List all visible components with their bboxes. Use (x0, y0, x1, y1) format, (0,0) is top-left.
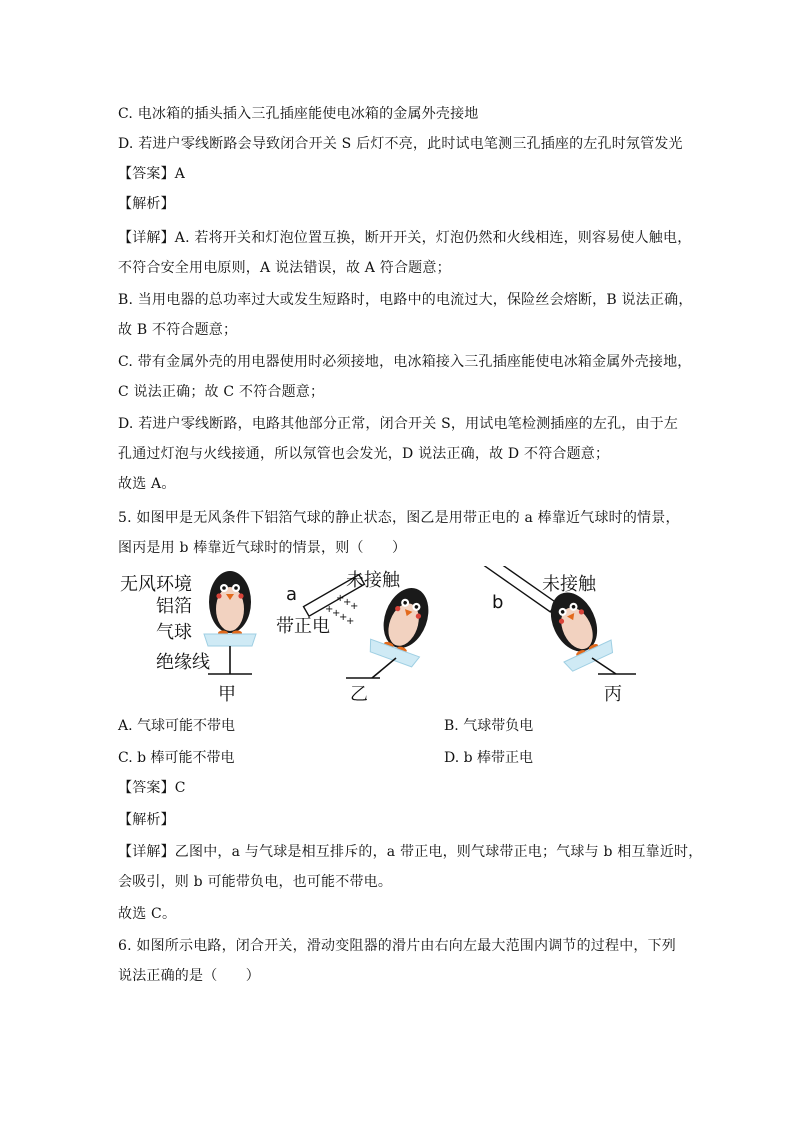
text-line: 故 B 不符合题意； (118, 322, 238, 338)
penguin-balloon-icon (204, 571, 256, 646)
question-6-line: 6. 如图所示电路，闭合开关，滑动变阻器的滑片由右向左最大范围内调节的过程中，下列 (118, 938, 677, 954)
panel-bing (485, 566, 636, 705)
svg-text:+: + (339, 612, 348, 623)
rod-a-label: a (286, 584, 298, 605)
rod-b-label: b (492, 592, 504, 613)
text-line: C 说法正确；故 C 不符合题意； (118, 384, 325, 400)
text-line: D. 若进户零线断路，电路其他部分正常，闭合开关 S，用试电笔检测插座的左孔，由于左 (118, 416, 679, 432)
wind-label: 无风环境 (120, 574, 192, 595)
text-line: 不符合安全用电原则，A 说法错误，故 A 符合题意； (118, 260, 451, 276)
balloon-label: 气球 (156, 622, 192, 643)
text-line: C. 带有金属外壳的用电器使用时必须接地，电冰箱接入三孔插座能使电冰箱金属外壳接地， (118, 354, 692, 370)
text-line: 孔通过灯泡与火线接通，所以氖管也会发光，D 说法正确，故 D 不符合题意； (118, 446, 610, 462)
svg-text:+: + (325, 604, 334, 615)
charged-label: 带正电 (276, 616, 330, 637)
text-line: 【详解】A. 若将开关和灯泡位置互换，断开开关，灯泡仍然和火线相连，则容易使人触电， (118, 230, 692, 246)
option-c: C. b 棒可能不带电 (118, 750, 235, 766)
balloon-figure-svg (110, 566, 670, 716)
caption-bing: 丙 (604, 684, 622, 705)
option-d: D. b 棒带正电 (444, 750, 534, 766)
penguin-balloon-icon (537, 583, 616, 673)
answer-label: 【答案】A (118, 166, 186, 182)
balloon-figure (110, 566, 670, 716)
text-line: 【详解】乙图中，a 与气球是相互排斥的，a 带正电，则气球带正电；气球与 b 相互靠近时， (118, 844, 703, 860)
insulator-label: 绝缘线 (156, 652, 210, 673)
svg-text:+: + (346, 616, 355, 627)
svg-text:+: + (343, 597, 352, 608)
notouch-label-yi: 未接触 (346, 570, 400, 591)
analysis-label: 【解析】 (118, 196, 175, 212)
caption-jia: 甲 (218, 684, 236, 705)
svg-text:+: + (350, 601, 359, 612)
text-line: B. 当用电器的总功率过大或发生短路时，电路中的电流过大，保险丝会熔断，B 说法正确， (118, 292, 693, 308)
answer-label: 【答案】C (118, 780, 186, 796)
caption-yi: 乙 (350, 684, 368, 705)
text-line: D. 若进户零线断路会导致闭合开关 S 后灯不亮，此时试电笔测三孔插座的左孔时氖管发光 (118, 136, 683, 152)
svg-text:+: + (332, 608, 341, 619)
foil-label: 铝箔 (156, 596, 192, 617)
text-line: 故选 A。 (118, 476, 176, 492)
panel-jia (120, 571, 256, 705)
svg-text:+: + (336, 593, 345, 604)
text-line: 会吸引，则 b 可能带负电，也可能不带电。 (118, 874, 393, 890)
question-5-line: 图丙是用 b 棒靠近气球时的情景，则（ ） (118, 540, 407, 556)
text-line: 故选 C。 (118, 906, 177, 922)
penguin-balloon-icon (367, 580, 442, 668)
text-line: C. 电冰箱的插头插入三孔插座能使电冰箱的金属外壳接地 (118, 106, 479, 122)
analysis-label: 【解析】 (118, 812, 175, 828)
option-a: A. 气球可能不带电 (118, 718, 236, 734)
question-5-line: 5. 如图甲是无风条件下铝箔气球的静止状态，图乙是用带正电的 a 棒靠近气球时的情景， (118, 510, 680, 526)
option-b: B. 气球带负电 (444, 718, 534, 734)
panel-yi (276, 570, 441, 705)
notouch-label-bing: 未接触 (542, 574, 596, 595)
question-6-line: 说法正确的是（ ） (118, 968, 260, 984)
